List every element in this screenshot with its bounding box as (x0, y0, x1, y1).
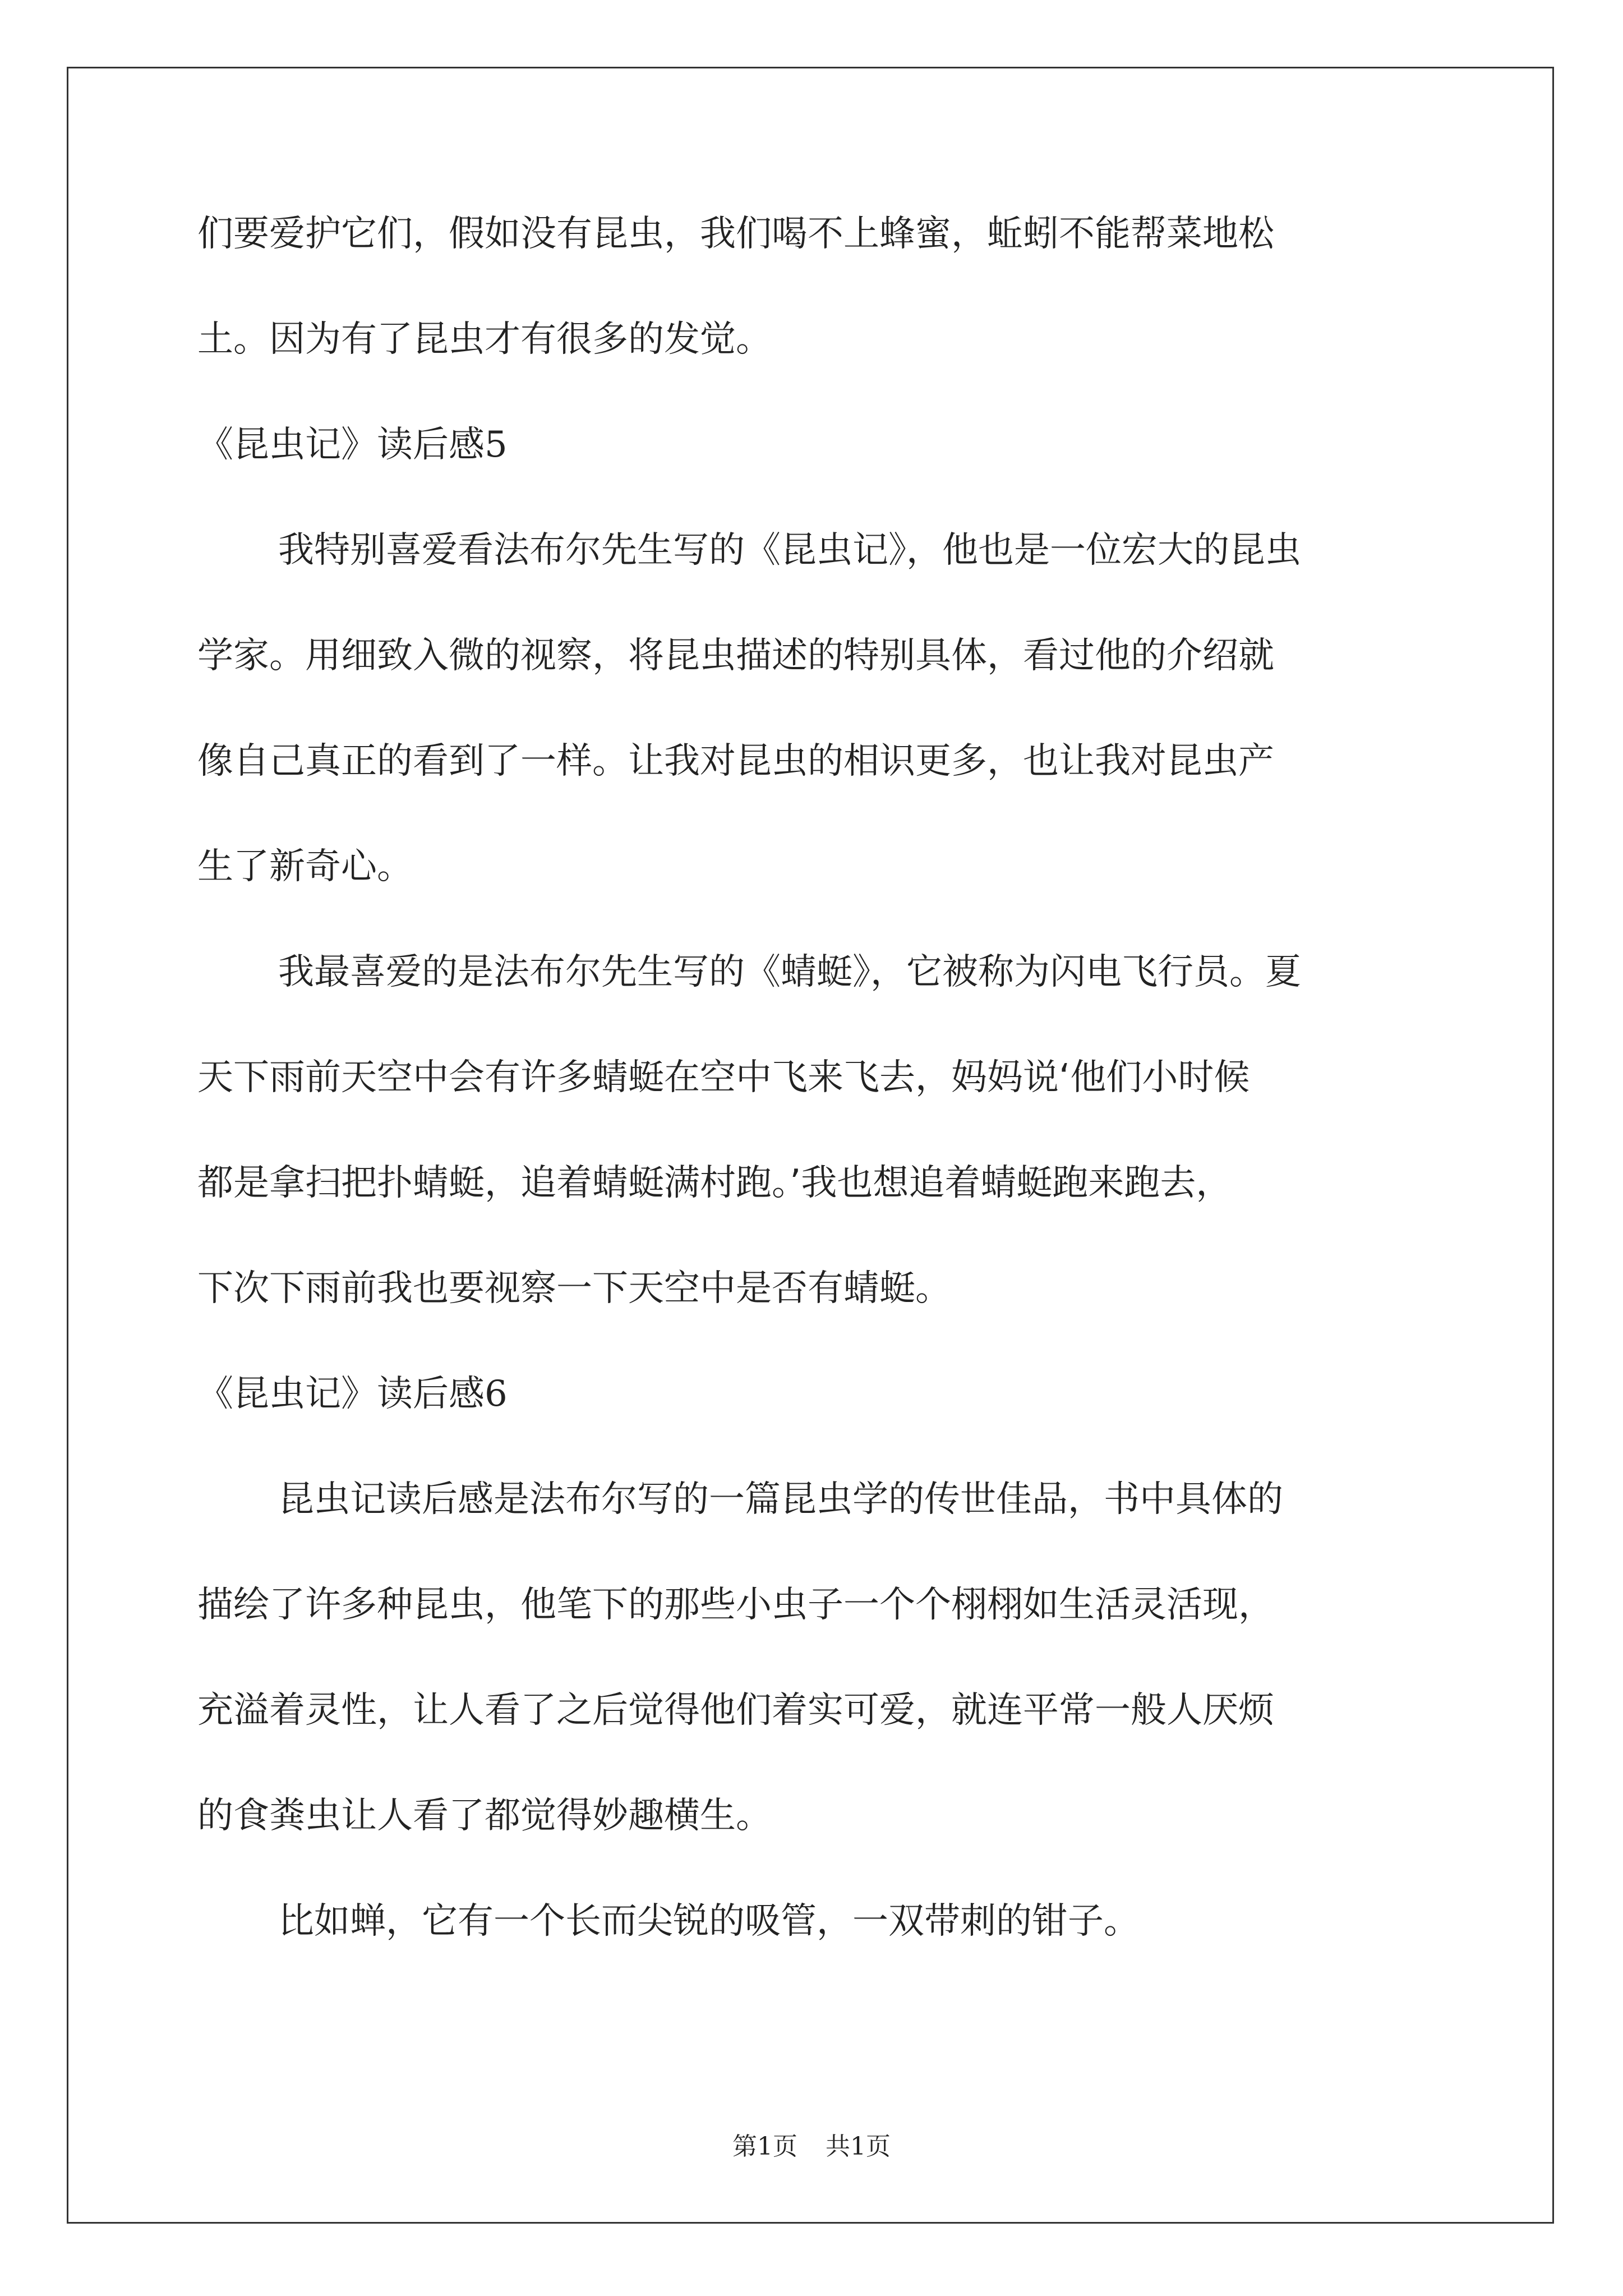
text-line: 下次下雨前我也要视察一下天空中是否有蜻蜓。 (197, 1268, 951, 1309)
text-line: 土。因为有了昆虫才有很多的发觉。 (197, 319, 772, 360)
page-number: 第1页 (732, 2132, 797, 2161)
text-line: 充溢着灵性，让人看了之后觉得他们着实可爱，就连平常一般人厌烦 (197, 1690, 1274, 1731)
text-line: 生了新奇心。 (197, 846, 413, 887)
text-line: 我最喜爱的是法布尔先生写的《蜻蜓》，它被称为闪电飞行员。夏 (278, 951, 1301, 993)
text-line: 们要爱护它们，假如没有昆虫，我们喝不上蜂蜜，蚯蚓不能帮菜地松 (197, 213, 1274, 255)
page-total: 共1页 (826, 2132, 891, 2161)
text-line: 学家。用细致入微的视察，将昆虫描述的特别具体，看过他的介绍就 (197, 635, 1274, 677)
text-line: 天下雨前天空中会有许多蜻蜓在空中飞来飞去，妈妈说‘他们小时候 (197, 1057, 1250, 1098)
section-heading: 《昆虫记》读后感5 (197, 424, 508, 466)
text-line: 像自己真正的看到了一样。让我对昆虫的相识更多，也让我对昆虫产 (197, 740, 1274, 782)
section-heading: 《昆虫记》读后感6 (197, 1373, 508, 1415)
text-line: 都是拿扫把扑蜻蜓，追着蜻蜓满村跑。’我也想追着蜻蜓跑来跑去， (197, 1162, 1232, 1204)
document-body (197, 206, 1431, 1999)
text-line: 我特别喜爱看法布尔先生写的《昆虫记》，他也是一位宏大的昆虫 (278, 530, 1301, 571)
text-line: 描绘了许多种昆虫，他笔下的那些小虫子一个个栩栩如生活灵活现， (197, 1584, 1274, 1626)
text-line: 昆虫记读后感是法布尔写的一篇昆虫学的传世佳品，书中具体的 (278, 1479, 1283, 1520)
page-footer (0, 2126, 1623, 2162)
text-line: 比如蝉，它有一个长而尖锐的吸管，一双带刺的钳子。 (278, 1901, 1140, 1942)
text-line: 的食粪虫让人看了都觉得妙趣横生。 (197, 1795, 772, 1837)
